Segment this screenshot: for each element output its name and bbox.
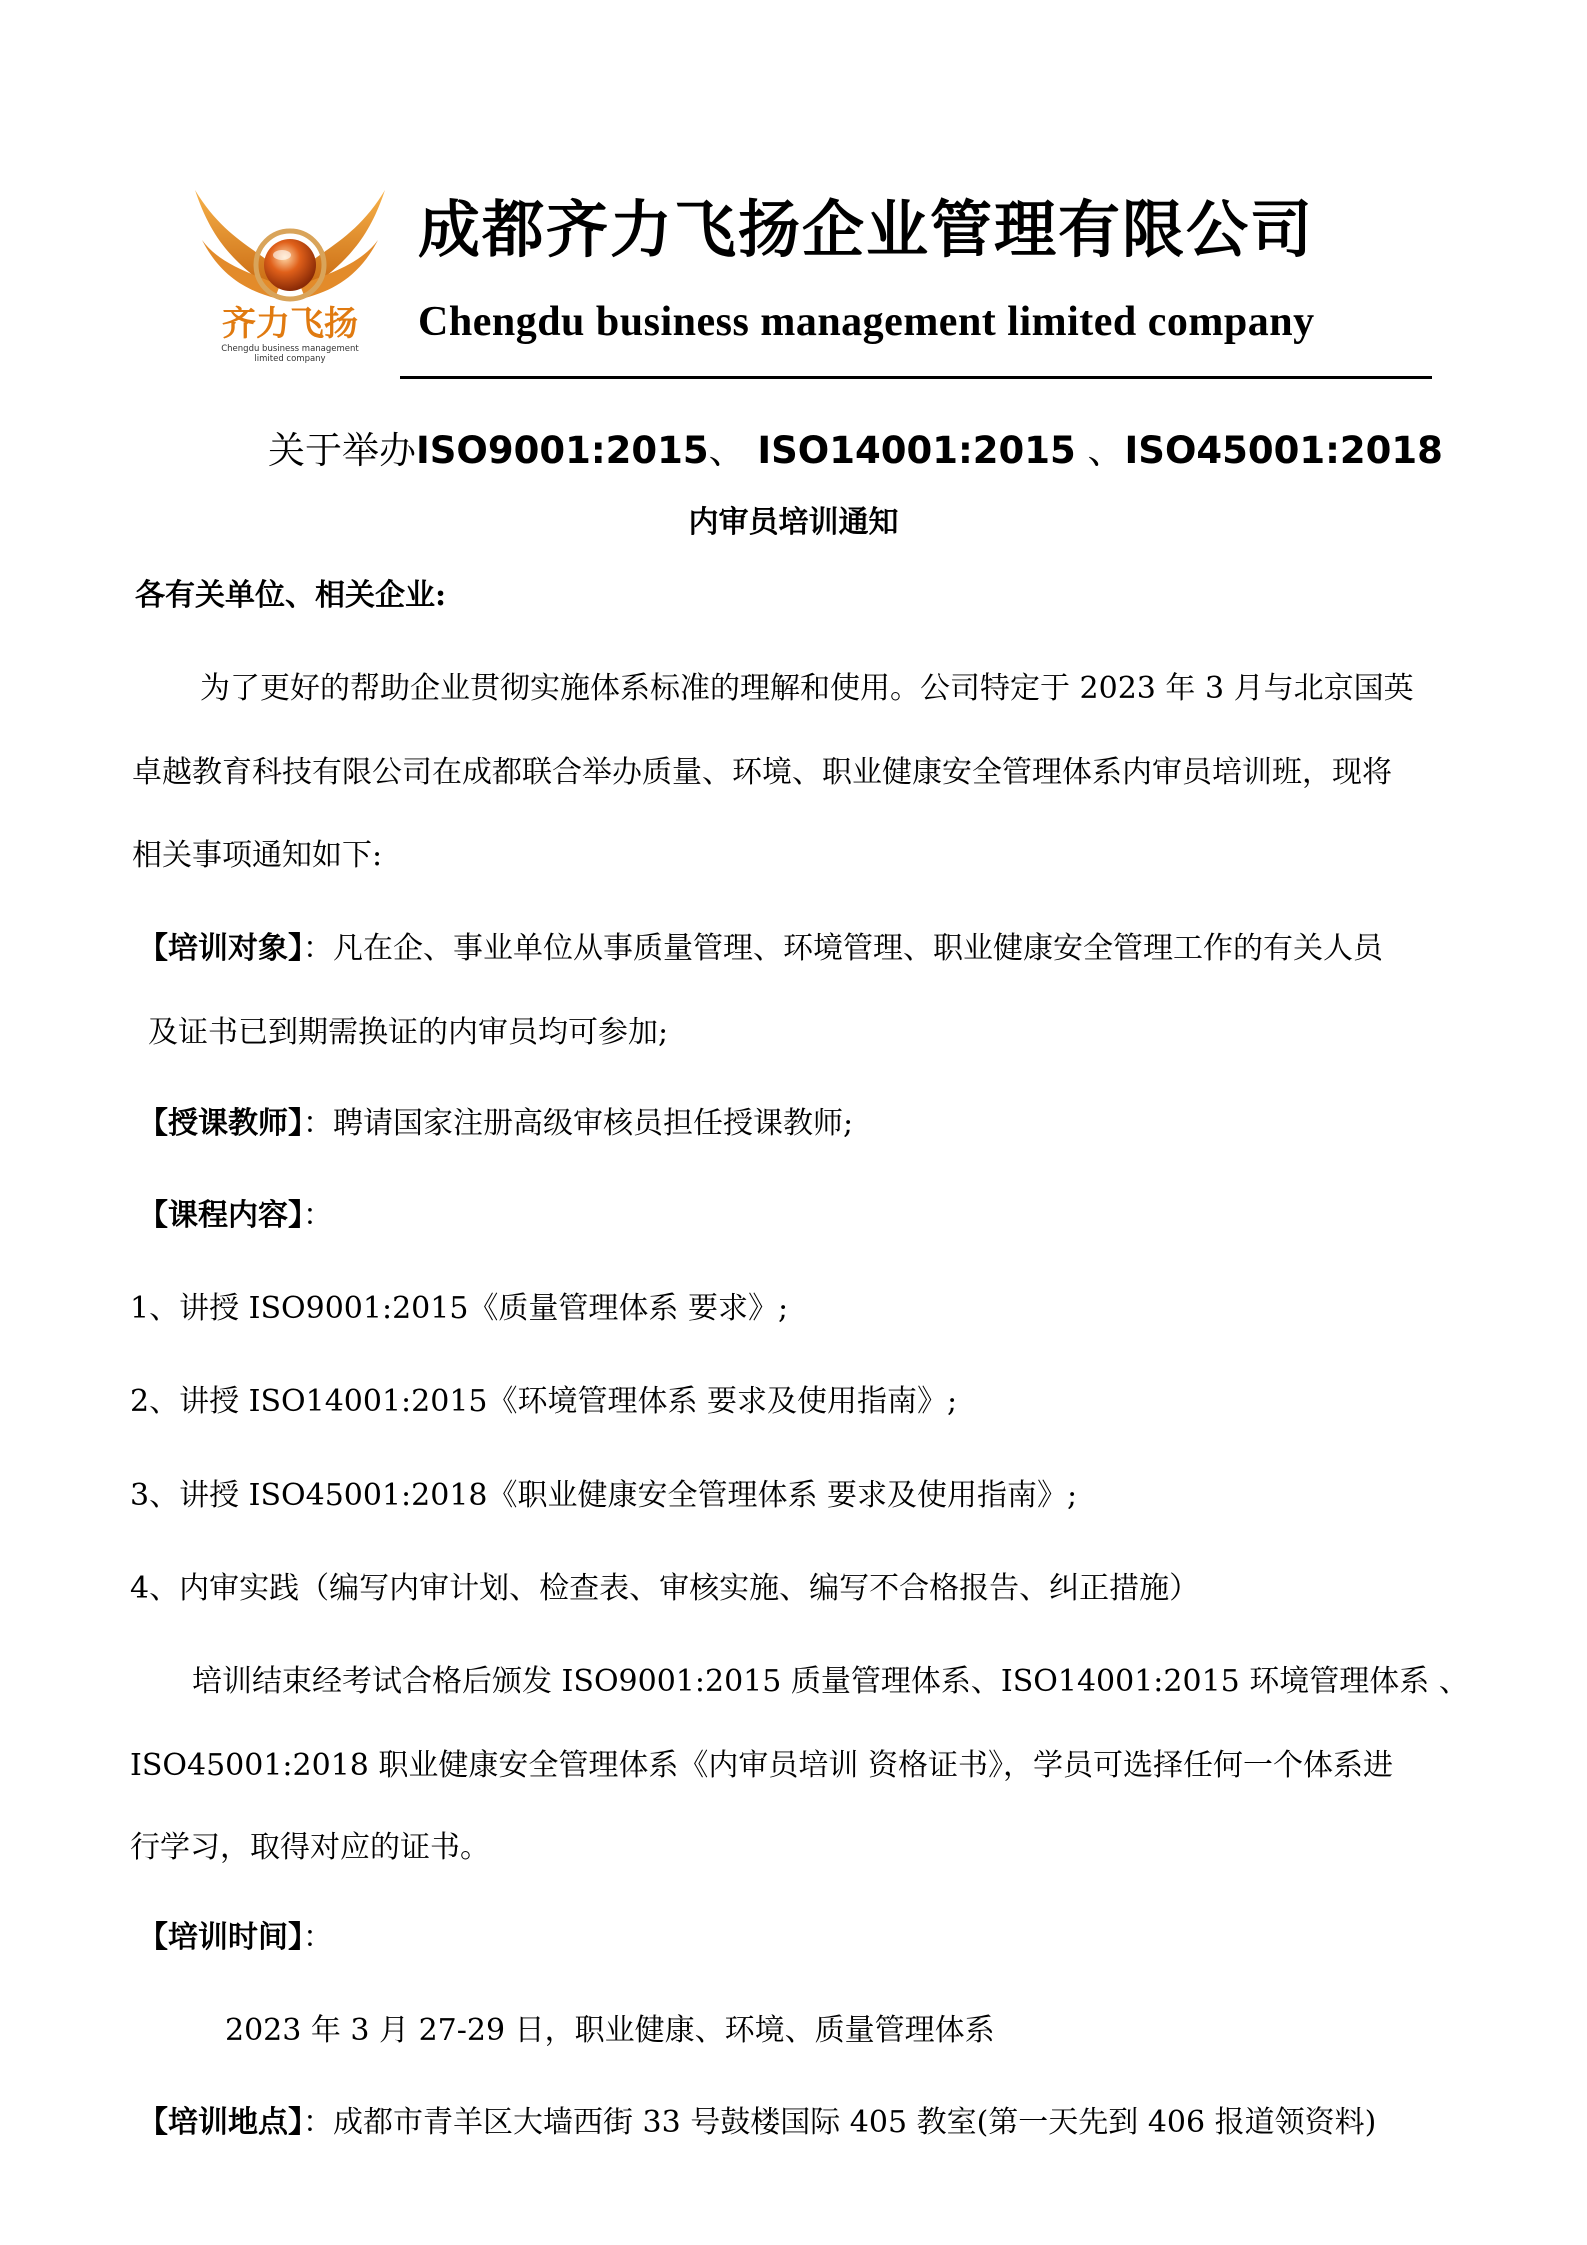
title-iso-9001: ISO9001:2015 bbox=[416, 429, 709, 472]
title-prefix: 关于举办 bbox=[268, 429, 416, 472]
intro-paragraph-line: 为了更好的帮助企业贯彻实施体系标准的理解和使用。公司特定于 2023 年 3 月与北京国英 bbox=[200, 671, 1414, 706]
section-teacher bbox=[138, 1098, 853, 1142]
course-item: 1、讲授 ISO9001:2015《质量管理体系 要求》; bbox=[130, 1291, 789, 1326]
section-text: ：成都市青羊区大墙西街 33 号鼓楼国际 405 教室(第一天先到 406 报道领资料) bbox=[303, 2105, 1377, 2140]
section-text: ：聘请国家注册高级审核员担任授课教师; bbox=[303, 1106, 854, 1141]
certificate-line: 培训结束经考试合格后颁发 ISO9001:2015 质量管理体系、ISO14001:2015 环境管理体系 、 bbox=[192, 1664, 1469, 1699]
section-label: 【培训时间】 bbox=[138, 1920, 303, 1955]
header-divider bbox=[400, 376, 1432, 379]
company-logo bbox=[190, 180, 390, 370]
section-label: 【培训地点】 bbox=[138, 2105, 303, 2140]
title-iso-45001: ISO45001:2018 bbox=[1124, 429, 1443, 472]
section-target bbox=[138, 923, 1383, 967]
logo-text: 齐力飞扬 bbox=[222, 304, 358, 344]
company-name-cn: 成都齐力飞扬企业管理有限公司 bbox=[418, 193, 1315, 266]
notice-subtitle: 内审员培训通知 bbox=[688, 505, 899, 540]
section-label: 【授课教师】 bbox=[138, 1106, 303, 1141]
section-location bbox=[138, 2097, 1376, 2141]
notice-title bbox=[268, 420, 1443, 474]
certificate-line: 行学习，取得对应的证书。 bbox=[130, 1830, 490, 1865]
intro-paragraph-line: 相关事项通知如下: bbox=[132, 838, 383, 873]
title-separator: 、 bbox=[1075, 429, 1125, 472]
intro-paragraph-line: 卓越教育科技有限公司在成都联合举办质量、环境、职业健康安全管理体系内审员培训班，现将 bbox=[132, 755, 1392, 790]
course-item: 2、讲授 ISO14001:2015《环境管理体系 要求及使用指南》; bbox=[130, 1384, 958, 1419]
section-colon: ： bbox=[303, 1920, 333, 1955]
logo-subtext: limited company bbox=[254, 354, 326, 364]
title-separator: 、 bbox=[708, 429, 758, 472]
section-time bbox=[138, 1912, 333, 1956]
training-time: 2023 年 3 月 27-29 日，职业健康、环境、质量管理体系 bbox=[225, 2013, 995, 2048]
course-item: 3、讲授 ISO45001:2018《职业健康安全管理体系 要求及使用指南》; bbox=[130, 1478, 1078, 1513]
title-iso-14001: ISO14001:2015 bbox=[757, 429, 1076, 472]
section-label: 【课程内容】 bbox=[138, 1198, 303, 1233]
greeting: 各有关单位、相关企业: bbox=[135, 578, 447, 613]
section-label: 【培训对象】 bbox=[138, 931, 303, 966]
certificate-line: ISO45001:2018 职业健康安全管理体系《内审员培训 资格证书》，学员可选择任何一个体系进 bbox=[130, 1748, 1393, 1783]
section-colon: ： bbox=[303, 1198, 333, 1233]
course-item: 4、内审实践（编写内审计划、检查表、审核实施、编写不合格报告、纠正措施） bbox=[130, 1571, 1200, 1606]
logo-subtext: Chengdu business management bbox=[221, 344, 359, 354]
section-text: ：凡在企、事业单位从事质量管理、环境管理、职业健康安全管理工作的有关人员 bbox=[303, 931, 1383, 966]
section-course bbox=[138, 1190, 333, 1234]
company-name-en: Chengdu business management limited company bbox=[418, 299, 1315, 345]
section-target-continued: 及证书已到期需换证的内审员均可参加; bbox=[148, 1015, 669, 1050]
